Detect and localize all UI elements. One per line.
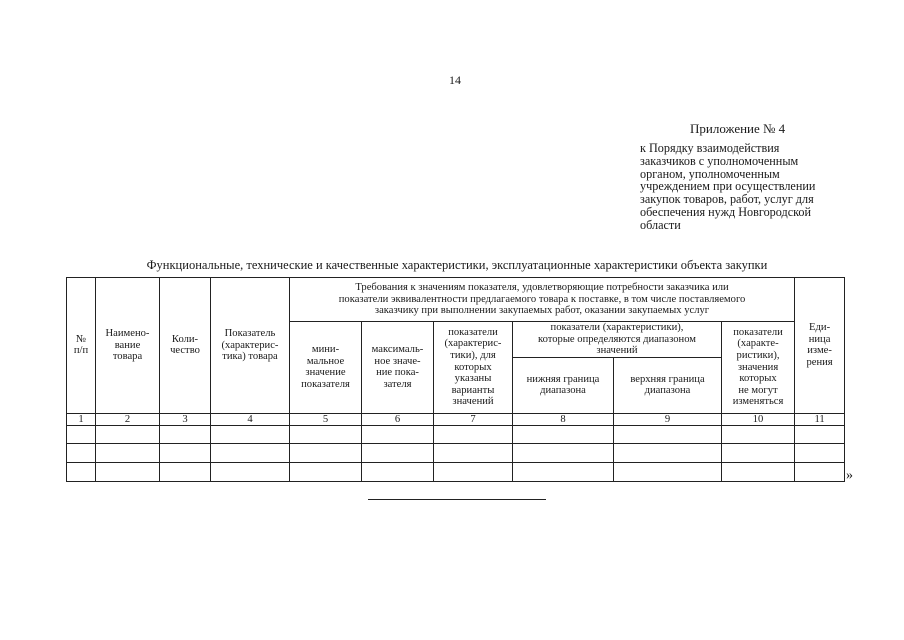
table-cell[interactable] — [722, 425, 795, 443]
header-range-group: показатели (характеристики), которые определяются диапазоном значений — [513, 322, 722, 358]
header-requirements: Требования к значениям показателя, удовлетворяющие потребности заказчика или показатели эквивалентности предлагаемого товара к поставке, в том числе поставляемого заказчику при выполнении закупаемых работ, оказании закупаемых услуг — [290, 278, 795, 322]
header-item-name: Наимено- вание товара — [96, 278, 160, 414]
table-cell[interactable] — [290, 462, 362, 481]
header-quantity: Коли- чество — [160, 278, 211, 414]
table-cell[interactable] — [211, 425, 290, 443]
table-cell[interactable] — [795, 462, 845, 481]
table-row — [67, 462, 845, 481]
table-cell[interactable] — [795, 425, 845, 443]
column-number: 3 — [160, 413, 211, 425]
column-number: 7 — [434, 413, 513, 425]
table-cell[interactable] — [96, 462, 160, 481]
table-cell[interactable] — [290, 425, 362, 443]
column-number: 10 — [722, 413, 795, 425]
appendix-reference — [640, 142, 855, 232]
column-number: 6 — [362, 413, 434, 425]
table-cell[interactable] — [96, 443, 160, 462]
document-title: Функциональные, технические и качественные характеристики, эксплуатационные характеристики объекта закупки — [146, 258, 768, 272]
column-number: 8 — [513, 413, 614, 425]
appendix-line: учреждением при осуществлении — [640, 179, 816, 194]
table-cell[interactable] — [290, 443, 362, 462]
table-cell[interactable] — [434, 425, 513, 443]
table-cell[interactable] — [434, 462, 513, 481]
table-cell[interactable] — [722, 462, 795, 481]
header-indicator: Показатель (характерис- тика) товара — [211, 278, 290, 414]
column-numbers-row — [67, 413, 845, 425]
header-fixed-values: показатели (характе- ристики), значения которых не могут изменяться — [722, 322, 795, 414]
table-cell[interactable] — [434, 443, 513, 462]
column-number: 1 — [67, 413, 96, 425]
column-number: 2 — [96, 413, 160, 425]
table-row — [67, 425, 845, 443]
table-cell[interactable] — [614, 425, 722, 443]
header-range-lower: нижняя граница диапазона — [513, 357, 614, 413]
appendix-title: Приложение № 4 — [690, 121, 786, 136]
table-cell[interactable] — [513, 443, 614, 462]
header-unit: Еди- ница изме- рения — [795, 278, 845, 414]
table-cell[interactable] — [614, 462, 722, 481]
column-number: 11 — [795, 413, 845, 425]
table-cell[interactable] — [513, 425, 614, 443]
table-cell[interactable] — [362, 443, 434, 462]
table-cell[interactable] — [362, 425, 434, 443]
appendix-line: к Порядку взаимодействия — [640, 141, 780, 155]
appendix-line: заказчиков с уполномоченным — [640, 153, 799, 168]
appendix-line: закупок товаров, работ, услуг для — [640, 192, 814, 207]
closing-quote: » — [846, 468, 853, 483]
table-cell[interactable] — [795, 443, 845, 462]
header-variant-values: показатели (характерис- тики), для которых указаны варианты значений — [434, 322, 513, 414]
table-cell[interactable] — [362, 462, 434, 481]
header-row-number: № п/п — [67, 278, 96, 414]
table-cell[interactable] — [160, 443, 211, 462]
closing-divider — [368, 499, 546, 500]
column-number: 9 — [614, 413, 722, 425]
appendix-line: органом, уполномоченным — [640, 166, 780, 181]
table-cell[interactable] — [211, 462, 290, 481]
header-max-value: максималь- ное значе- ние пока- зателя — [362, 322, 434, 414]
table-cell[interactable] — [160, 462, 211, 481]
page-number: 14 — [449, 73, 461, 87]
table-cell[interactable] — [614, 443, 722, 462]
table-cell[interactable] — [67, 462, 96, 481]
table-row — [67, 443, 845, 462]
column-number: 4 — [211, 413, 290, 425]
table-cell[interactable] — [160, 425, 211, 443]
header-range-upper: верхняя граница диапазона — [614, 357, 722, 413]
appendix-line: области — [640, 217, 681, 232]
table-cell[interactable] — [722, 443, 795, 462]
specification-table — [66, 277, 845, 482]
header-min-value: мини- мальное значение показателя — [290, 322, 362, 414]
column-number: 5 — [290, 413, 362, 425]
table-cell[interactable] — [67, 425, 96, 443]
table-cell[interactable] — [211, 443, 290, 462]
appendix-line: обеспечения нужд Новгородской — [640, 204, 812, 219]
table-cell[interactable] — [513, 462, 614, 481]
table-cell[interactable] — [67, 443, 96, 462]
table-cell[interactable] — [96, 425, 160, 443]
